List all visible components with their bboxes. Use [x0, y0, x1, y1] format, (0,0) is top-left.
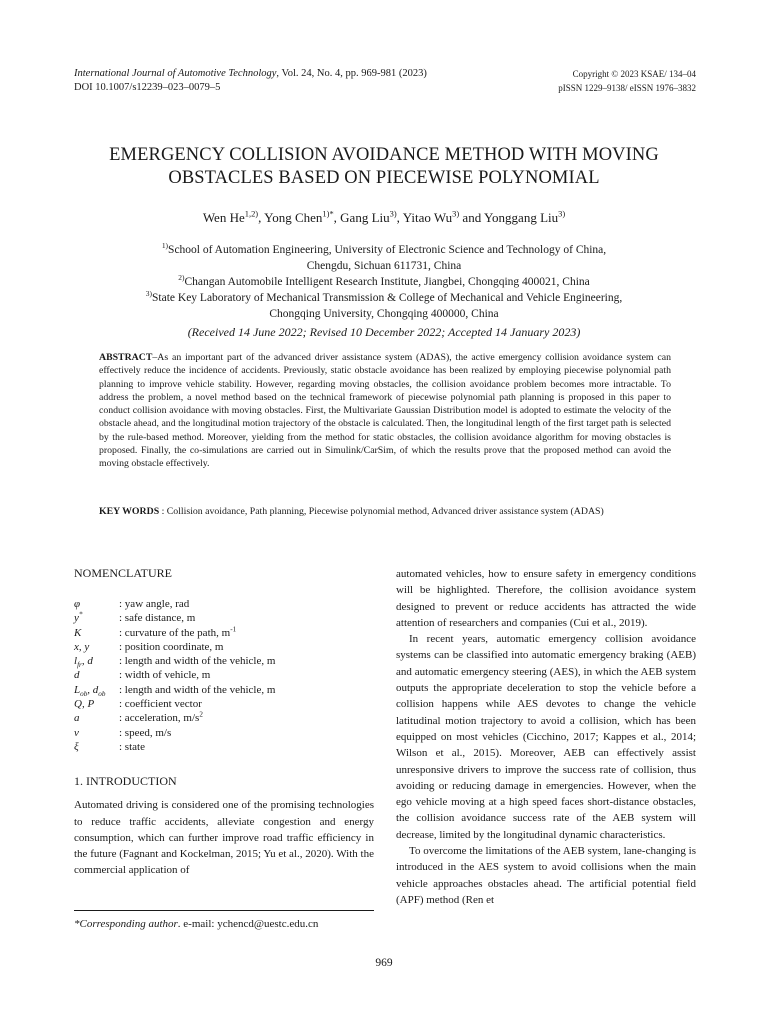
abstract-label: ABSTRACT — [99, 352, 153, 363]
page-number: 969 — [375, 957, 393, 969]
received-dates: (Received 14 June 2022; Revised 10 December 2022; Accepted 14 January 2023) — [187, 325, 581, 339]
nomenclature-row: Q, P : coefficient vector — [74, 698, 202, 711]
author: Gang Liu$^{3)}$ — [340, 208, 397, 225]
left-column — [74, 566, 374, 879]
footnote-rule — [74, 910, 374, 911]
abstract — [99, 351, 671, 471]
introduction-heading: 1. INTRODUCTION — [74, 774, 177, 789]
journal-citation — [74, 67, 427, 81]
nomenclature-list — [74, 597, 374, 754]
body-paragraph: In recent years, automatic emergency collision avoidance systems can be classified into automatic emergency braking (AEB) and automatic emergency steering (AES), in which the AEB system outputs the appropriate deceleration to stop the vehicle before a collision happens while AES devotes to change the vehicle latitudinal motion trajectory to avoid a collision, which has been equipped on most vehicles (Cicchino, 2017; Kappes et al., 2014; Wilson et al., 2015). Moreover, AEB can effectively assist unresponsive drivers to improve the success rate of collision, thus avoiding or reducing damage in emergencies. However, when the ego vehicle moving at a high speed faces short-distance obstacles, the collision avoidance success rate of the AEB system will decrease, limited by the longitudinal dynamic characteristics. — [396, 633, 696, 841]
nomenclature-row: $l_{fr}$, d : length and width of the vehicle, m — [74, 655, 276, 670]
affiliation-cont: Chengdu, Sichuan 611731, China — [306, 260, 462, 272]
nomenclature-row: y* : safe distance, m — [74, 610, 196, 625]
affiliation: $^{3)}$State Key Laboratory of Mechanical Transmission & College of Mechanical and Vehicle Engineering, — [145, 289, 623, 304]
nomenclature-row: K : curvature of the path, $m^{-1}$ — [74, 624, 237, 639]
author-list: Wen He$^{1,2)}$, Yong Chen$^{1)*}$, Gang Liu$^{3)}$, Yitao Wu$^{3)}$ and Yonggang Liu$^{3)}$ — [202, 208, 566, 225]
paper-title: EMERGENCY COLLISION AVOIDANCE METHOD WITH MOVING OBSTACLES BASED ON PIECEWISE POLYNOMIAL — [109, 145, 659, 188]
affiliation: $^{1)}$School of Automation Engineering, University of Electronic Science and Technology of China, — [161, 241, 607, 256]
nomenclature-row: v : speed, m/s — [74, 726, 172, 739]
intro-paragraph: Automated driving is considered one of the promising technologies to reduce traffic accidents, alleviate congestion and energy consumption, which can further improve road traffic efficiency in the future (Fagnant and Kockelman, 2015; Yu et al., 2020). With the commercial application of — [74, 799, 374, 877]
nomenclature-heading: NOMENCLATURE — [74, 566, 172, 580]
journal-name: International Journal of Automotive Technology — [74, 68, 277, 79]
affiliation: $^{2)}$Changan Automobile Intelligent Research Institute, Jiangbei, Chongqing 400021, China — [178, 273, 590, 288]
nomenclature-row: d : width of vehicle, m — [74, 669, 211, 682]
footnote — [74, 918, 318, 930]
footnote-email[interactable]: . e-mail: ychencd@uestc.edu.cn — [177, 918, 319, 930]
body-paragraph: automated vehicles, how to ensure safety in emergency conditions will be highlighted. Therefore, the collision avoidance system designed to prevent or reduce accidents has attracted the wide attention of researchers and companies (Cui et al., 2019). — [396, 568, 696, 629]
doi[interactable]: DOI 10.1007/s12239–023–0079–5 — [74, 82, 221, 93]
author: Yitao Wu$^{3)}$ — [402, 208, 460, 225]
author: Wen He$^{1,2)}$ — [202, 208, 259, 225]
keywords-text: : Collision avoidance, Path planning, Piecewise polynomial method, Advanced driver assistance system (ADAS) — [159, 506, 604, 517]
nomenclature-row: $L_{ob}$, $d_{ob}$ : length and width of the vehicle, m — [74, 683, 276, 698]
right-column — [396, 566, 696, 908]
keywords — [99, 505, 671, 518]
copyright: Copyright © 2023 KSAE/ 134–04 — [572, 69, 696, 79]
affiliation-cont: Chongqing University, Chongqing 400000, China — [269, 308, 499, 320]
issn: pISSN 1229–9138/ eISSN 1976–3832 — [558, 83, 696, 93]
volume-info: , Vol. 24, No. 4, pp. 969-981 (2023) — [276, 68, 427, 79]
abstract-text: –As an important part of the advanced driver assistance system (ADAS), the active emergency collision avoidance system can effectively reduce the incidence of accidents. Previously, static obstacle avoidance has been realized by employing piecewise polynomial path planning to improve vehicle stability. However, regarding moving obstacles, the collision avoidance problem becomes more intractable. To address the problem, a novel method based on the technical framework of piecewise polynomial path planning is proposed in this paper to conduct collision avoidance with moving obstacles. First, the Multivariate Gaussian Distribution model is adopted to estimate the velocity of the obstacle ahead, and the longitudinal motion trajectory of the obstacle is calculated. Then, the longitudinal length of the first target path is selected by the rule-based method. Moreover, yielding from the method for static obstacles, the collision avoidance algorithm for moving obstacles is proposed. Finally, the co-simulations are carried out in Simulink/CarSim, of which the results prove that the proposed method can avoid the moving obstacle effectively. — [99, 352, 671, 470]
nomenclature-row: φ : yaw angle, rad — [74, 598, 190, 610]
nomenclature-row: a : acceleration, $m/s^2$ — [74, 710, 203, 725]
author: Yong Chen$^{1)*}$ — [264, 208, 334, 225]
author: Yonggang Liu$^{3)}$ — [483, 208, 566, 225]
copyright-block — [558, 67, 696, 95]
nomenclature-row: x, y : position coordinate, m — [74, 640, 224, 653]
body-paragraph: To overcome the limitations of the AEB system, lane-changing is introduced in the AES system to avoid collisions when the main vehicle approaches obstacles ahead. The artificial potential field (APF) method (Ren et — [396, 845, 697, 906]
nomenclature-row: ξ : state — [74, 740, 145, 753]
affiliations — [60, 242, 708, 322]
journal-header — [74, 67, 427, 95]
keywords-label: KEY WORDS — [99, 506, 160, 517]
footnote-label: *Corresponding author — [74, 918, 178, 930]
